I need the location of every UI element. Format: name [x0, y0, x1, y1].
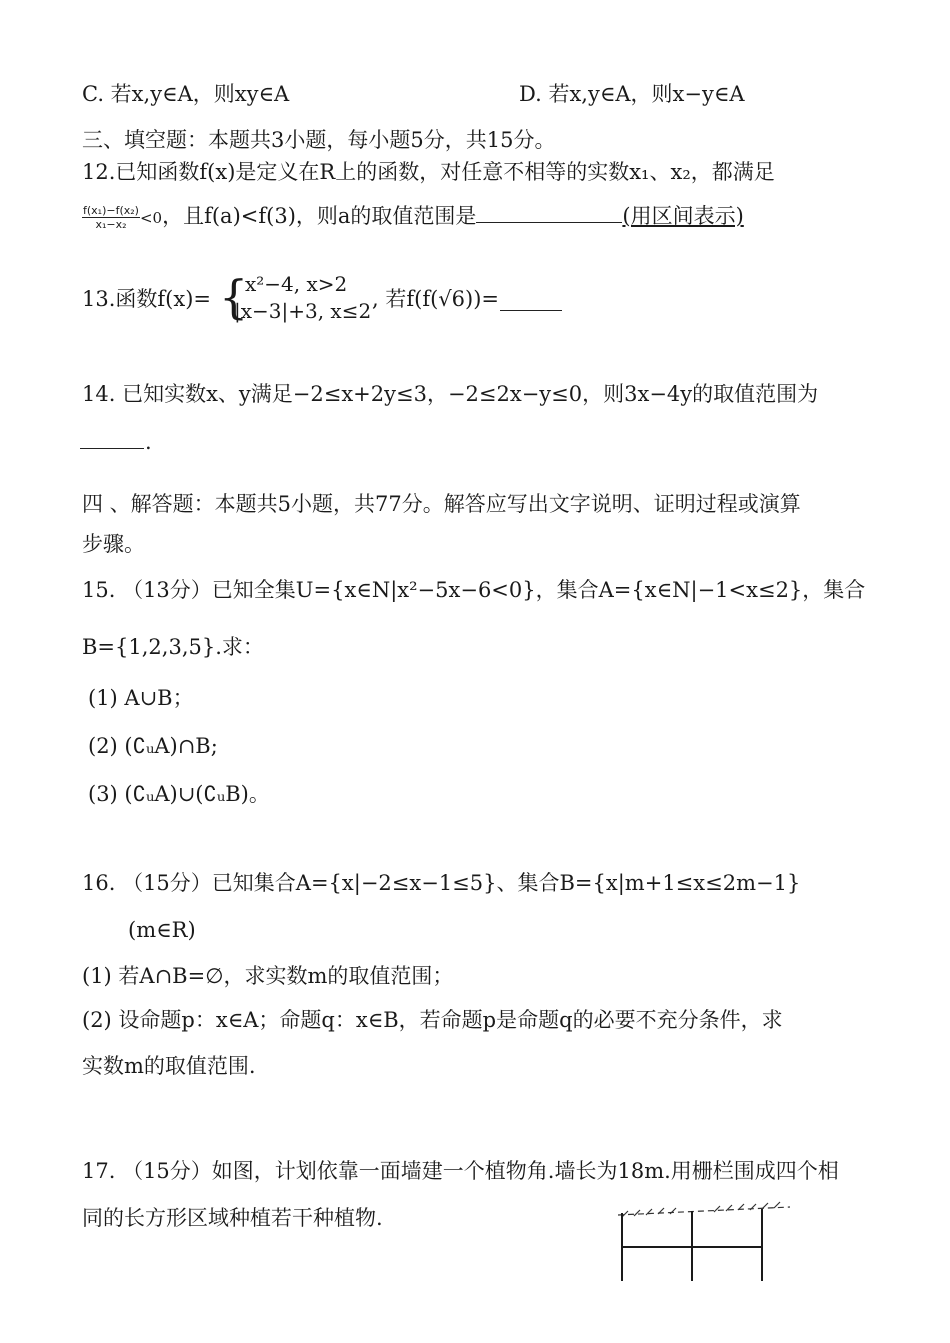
q14-line1: 14. 已知实数x、y满足−2≤x+2y≤3，−2≤2x−y≤0，则3x−4y的取值范围为 — [82, 382, 819, 406]
q13-suffix: , 若f(f(√6))= — [372, 287, 500, 311]
q12-line1: 12.已知函数f(x)是定义在R上的函数，对任意不相等的实数x₁、x₂，都满足 — [82, 160, 775, 184]
q15-part1: (1) A∪B； — [88, 686, 194, 710]
q16-part2: (2) 设命题p：x∈A；命题q：x∈B，若命题p是命题q的必要不充分条件，求 — [82, 1008, 783, 1032]
q15-line2: B={1,2,3,5}.求： — [82, 635, 264, 659]
wall-hatching — [618, 1202, 790, 1217]
q12-fraction-numerator: f(x₁)−f(x₂) — [83, 204, 139, 217]
q12-fraction-denominator: x₁−x₂ — [95, 218, 127, 231]
q16-part2-cont: 实数m的取值范围. — [82, 1054, 256, 1078]
q16-part1: (1) 若A∩B=∅，求实数m的取值范围； — [82, 964, 454, 988]
fence — [622, 1209, 762, 1281]
q13-brace: { — [219, 270, 249, 324]
q15-line1: 15. （13分）已知全集U={x∈N|x²−5x−6<0}，集合A={x∈N|−1<x≤2}，集合 — [82, 578, 866, 602]
section4-heading-cont: 步骤。 — [82, 532, 145, 556]
q13-case2: |x−3|+3, x≤2 — [234, 299, 372, 323]
q16-line1: 16. （15分）已知集合A={x|−2≤x−1≤5}、集合B={x|m+1≤x≤2m−1} — [82, 871, 801, 895]
q13-prefix: 13.函数f(x)= — [82, 287, 211, 311]
q13-answer-blank — [500, 309, 562, 311]
q13-case1: x²−4, x>2 — [245, 272, 348, 296]
q15-part3: (3) (∁ᵤA)∪(∁ᵤB)。 — [88, 782, 270, 806]
q15-part2: (2) (∁ᵤA)∩B; — [88, 734, 218, 758]
q17-line1: 17. （15分）如图，计划依靠一面墙建一个植物角.墙长为18m.用栅栏围成四个相 — [82, 1159, 839, 1183]
q12-condition: ，且f(a)<f(3)，则a的取值范围是 — [162, 204, 477, 228]
q17-figure — [610, 1195, 800, 1285]
section3-heading: 三、填空题：本题共3小题，每小题5分，共15分。 — [82, 128, 556, 152]
q12-line2 — [82, 202, 744, 232]
q17-line2: 同的长方形区域种植若干种植物. — [82, 1206, 383, 1230]
q12-note: (用区间表示) — [622, 204, 744, 228]
q12-fraction — [82, 204, 140, 231]
q12-fraction-tail: <0 — [139, 209, 163, 227]
q16-line2: (m∈R) — [128, 918, 196, 942]
q14-answer-blank — [80, 447, 144, 449]
section4-heading: 四 、解答题：本题共5小题，共77分。解答应写出文字说明、证明过程或演算 — [82, 492, 801, 516]
q12-answer-blank — [476, 221, 622, 223]
q11-option-d: D. 若x,y∈A，则x−y∈A — [519, 82, 745, 106]
q11-option-c: C. 若x,y∈A，则xy∈A — [82, 82, 290, 106]
q14-tail: . — [145, 430, 152, 454]
